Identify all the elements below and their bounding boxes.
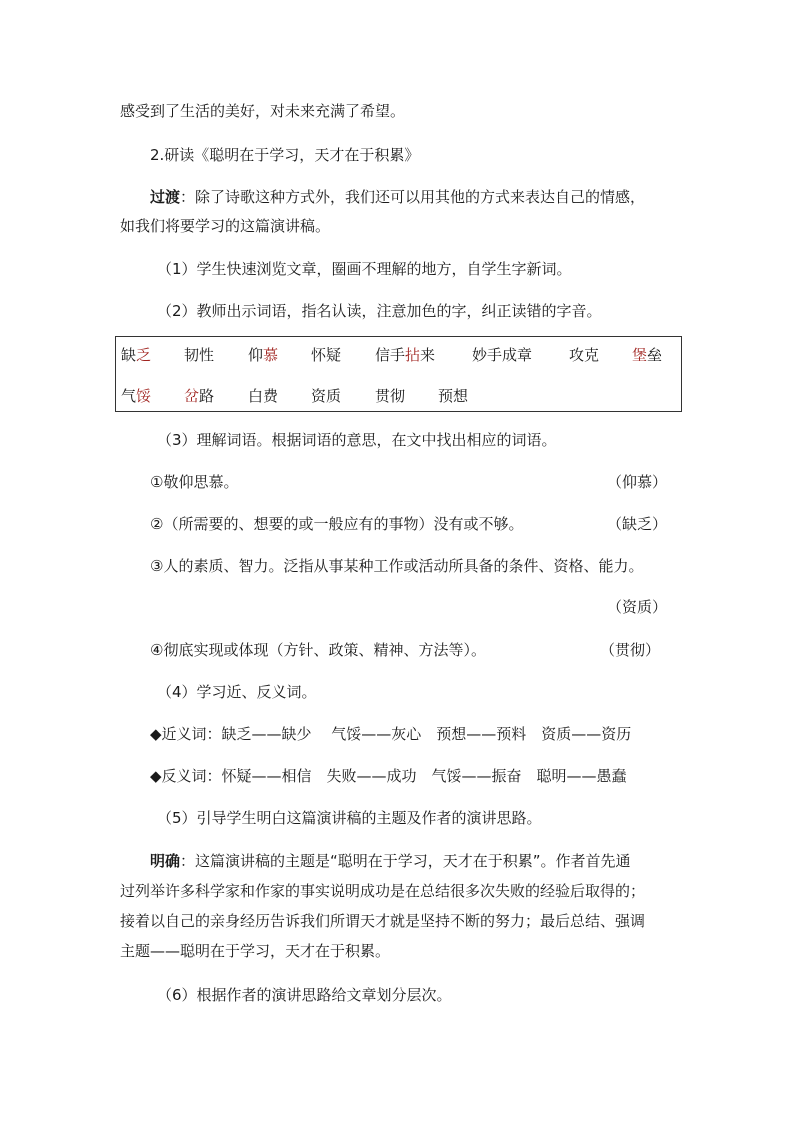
question-4: ④彻底实现或体现（方针、政策、精神、方法等）。 — [150, 641, 486, 659]
paragraph-line: 过列举许多科学家和作家的事实说明成功是在总结很多次失败的经验后取得的； — [120, 882, 646, 900]
vocab-word: 韧性 — [184, 346, 215, 364]
vocab-word: 预想 — [438, 387, 469, 405]
vocab-word: 堡垒 — [632, 346, 663, 364]
clarify-paragraph — [150, 851, 631, 871]
vocab-word: 岔路 — [184, 387, 215, 405]
step-6: （6）根据作者的演讲思路给文章划分层次。 — [157, 986, 452, 1004]
question-3: ③人的素质、智力。泛指从事某种工作或活动所具备的条件、资格、能力。 — [150, 557, 644, 575]
section-heading: 2.研读《聪明在于学习，天才在于积累》 — [150, 146, 420, 164]
answer-1: （仰慕） — [607, 473, 668, 491]
vocab-word: 攻克 — [569, 346, 600, 364]
question-1: ①敬仰思慕。 — [150, 473, 239, 491]
vocab-word: 怀疑 — [311, 346, 342, 364]
synonyms-line: ◆近义词：缺乏——缺少 气馁——灰心 预想——预料 资质——资历 — [150, 725, 632, 743]
vocab-word: 妙手成章 — [472, 346, 533, 364]
answer-4: （贯彻） — [600, 641, 661, 659]
vocab-word: 气馁 — [121, 387, 152, 405]
vocab-word: 信手拈来 — [375, 346, 436, 364]
vocab-word: 白费 — [248, 387, 279, 405]
transition-label: 过渡 — [150, 188, 181, 206]
step-5: （5）引导学生明白这篇演讲稿的主题及作者的演讲思路。 — [157, 809, 542, 827]
step-3: （3）理解词语。根据词语的意思，在文中找出相应的词语。 — [157, 431, 557, 449]
clarify-text: ：这篇演讲稿的主题是“聪明在于学习，天才在于积累”。作者首先通 — [180, 852, 631, 870]
antonyms-line: ◆反义词：怀疑——相信 失败——成功 气馁——振奋 聪明——愚蠢 — [150, 767, 627, 785]
step-1: （1）学生快速浏览文章，圈画不理解的地方，自学生字新词。 — [157, 260, 572, 278]
step-4: （4）学习近、反义词。 — [157, 683, 317, 701]
step-2: （2）教师出示词语，指名认读，注意加色的字，纠正读错的字音。 — [157, 302, 602, 320]
vocab-word: 资质 — [311, 387, 342, 405]
paragraph-line: 接着以自己的亲身经历告诉我们所谓天才就是坚持不断的努力；最后总结、强调 — [120, 912, 646, 930]
vocab-word: 贯彻 — [375, 387, 406, 405]
vocab-word: 仰慕 — [248, 346, 279, 364]
paragraph-line: 主题——聪明在于学习，天才在于积累。 — [120, 942, 391, 960]
answer-3: （资质） — [607, 598, 668, 616]
question-2: ②（所需要的、想要的或一般应有的事物）没有或不够。 — [150, 515, 524, 533]
transition-paragraph — [150, 187, 645, 207]
clarify-label: 明确 — [150, 852, 181, 870]
transition-text: ：除了诗歌这种方式外，我们还可以用其他的方式来表达自己的情感， — [180, 188, 646, 206]
paragraph-line: 感受到了生活的美好，对未来充满了希望。 — [120, 102, 406, 120]
paragraph-line: 如我们将要学习的这篇演讲稿。 — [120, 217, 331, 235]
answer-2: （缺乏） — [607, 515, 668, 533]
vocab-word: 缺乏 — [121, 346, 152, 364]
